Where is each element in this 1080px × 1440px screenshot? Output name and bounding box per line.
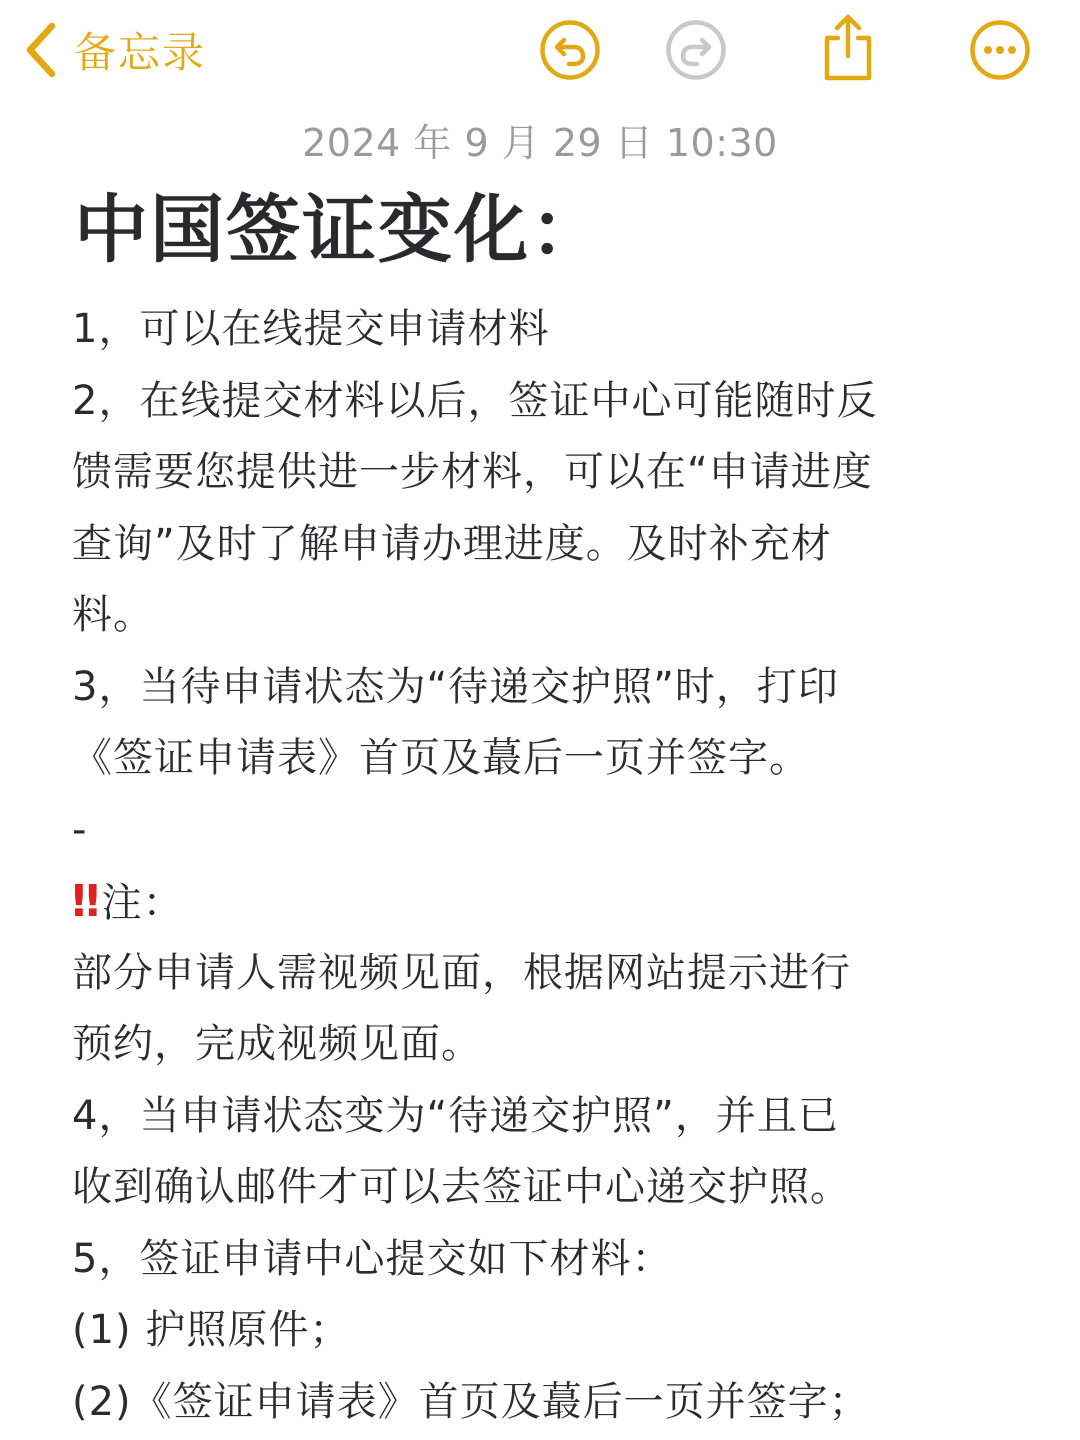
note-line: 查询”及时了解申请办理进度。及时补充材 — [72, 520, 832, 567]
note-warning-line — [72, 866, 1022, 938]
undo-icon — [538, 18, 602, 82]
note-date: 2024 年 9 月 29 日 10:30 — [302, 121, 778, 165]
note-line: 收到确认邮件才可以去签证中心递交护照。 — [72, 1164, 851, 1210]
note-line: - — [72, 806, 88, 853]
chevron-left-icon — [22, 20, 58, 80]
back-button[interactable] — [22, 18, 206, 82]
note-line: 馈需要您提供进一步材料，可以在“申请进度 — [72, 449, 873, 495]
share-button[interactable] — [816, 12, 880, 84]
undo-button[interactable] — [538, 18, 602, 82]
more-icon — [968, 18, 1032, 82]
note-body[interactable] — [72, 294, 1022, 1438]
note-line: 部分申请人需视频见面，根据网站提示进行 — [72, 949, 851, 996]
note-line: 1，可以在线提交申请材料 — [72, 306, 550, 352]
note-line: 预约，完成视频见面。 — [72, 1021, 482, 1067]
redo-button[interactable] — [664, 18, 728, 82]
note-line: 2，在线提交材料以后，签证中心可能随时反 — [72, 377, 878, 424]
note-line: 5，签证申请中心提交如下材料： — [72, 1235, 673, 1282]
note-line: 料。 — [72, 592, 154, 638]
note-line: (2)《签证申请表》首页及蕞后一页并签字； — [72, 1378, 870, 1425]
share-icon — [816, 12, 880, 84]
more-button[interactable] — [968, 18, 1032, 82]
note-line: 4，当申请状态变为“待递交护照”，并且已 — [72, 1092, 839, 1139]
note-line: 注： — [101, 880, 184, 926]
redo-icon — [664, 18, 728, 82]
navigation-bar — [0, 0, 1080, 100]
double-exclamation-icon: ‼ — [72, 876, 96, 927]
note-title[interactable]: 中国签证变化： — [74, 187, 606, 273]
back-label: 备忘录 — [74, 28, 207, 77]
note-line: (1) 护照原件； — [72, 1307, 351, 1353]
note-line: 3，当待申请状态为“待递交护照”时，打印 — [72, 663, 839, 710]
note-line: 《签证申请表》首页及蕞后一页并签字。 — [72, 735, 810, 781]
